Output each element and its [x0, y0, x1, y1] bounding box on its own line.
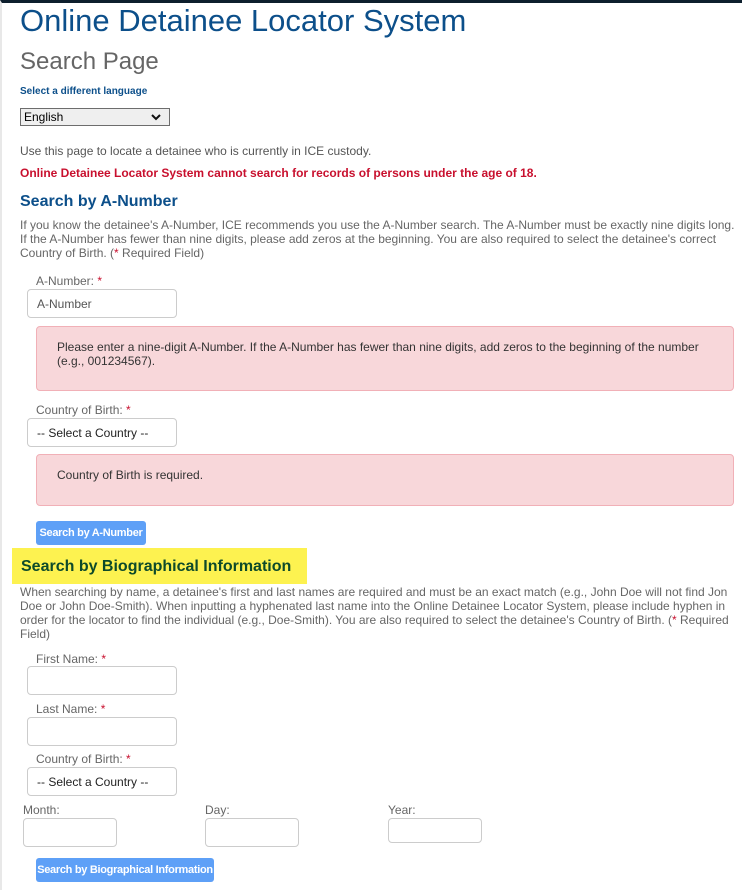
anumber-country-label: [36, 403, 131, 417]
bio-country-label: [36, 752, 131, 766]
required-star: *: [671, 613, 677, 627]
language-select[interactable]: [20, 108, 170, 126]
required-note-text: Required Field): [118, 246, 205, 260]
first-name-label: [36, 652, 106, 666]
search-by-bio-button[interactable]: Search by Biographical Information: [36, 858, 214, 882]
required-star: *: [97, 274, 103, 288]
country-error-alert: [36, 454, 734, 506]
required-star: *: [101, 652, 107, 666]
anumber-section-heading: Search by A-Number: [20, 193, 178, 210]
required-star: *: [114, 246, 119, 260]
anumber-error-alert: [36, 326, 734, 391]
country-selected-value: -- Select a Country --: [37, 774, 149, 789]
last-name-input[interactable]: [27, 717, 177, 746]
anumber-input[interactable]: [27, 289, 177, 318]
anumber-label: [36, 274, 102, 288]
last-name-label: [36, 702, 105, 716]
bio-country-select[interactable]: [27, 767, 177, 796]
first-name-label-text: First Name:: [36, 652, 99, 666]
language-selected-value: English: [24, 110, 64, 124]
bio-description-text: When searching by name, a detainee's first and last names are required and must be an exact match (e.g., John Doe will not find Jon Doe or John Doe-Smith). When inputting a hyphenated last name into the Online Detainee Locator System, please include hyphen in order for the locator to find the individual (e.g., Doe-Smith). You are also required to select the detainee's Country of Birth. (: [20, 585, 728, 627]
country-label-text: Country of Birth:: [36, 752, 123, 766]
anumber-section-description: [20, 218, 738, 260]
search-by-anumber-button[interactable]: Search by A-Number: [36, 521, 146, 545]
country-selected-value: -- Select a Country --: [37, 425, 149, 440]
day-input[interactable]: [205, 818, 299, 847]
anumber-label-text: A-Number:: [36, 274, 95, 288]
bio-section-heading: Search by Biographical Information: [21, 558, 292, 575]
language-label: Select a different language: [20, 86, 148, 97]
year-input[interactable]: [388, 818, 482, 843]
required-star: *: [100, 702, 106, 716]
page-title: Search Page: [20, 48, 159, 75]
required-note-text: Required Field): [20, 613, 729, 641]
month-input[interactable]: [23, 818, 117, 847]
first-name-input[interactable]: [27, 666, 177, 695]
country-error-text: Country of Birth is required.: [57, 468, 204, 482]
anumber-country-select[interactable]: [27, 418, 177, 447]
bio-section-description: [20, 585, 738, 641]
day-label: Day:: [205, 803, 230, 817]
required-star: *: [126, 752, 131, 766]
anumber-description-text: If you know the detainee's A-Number, ICE recommends you use the A-Number search. The A-Number must be exactly nine digits long. If the A-Number has fewer than nine digits, please add zeros at the beginning. You are also required to select the detainee's correct Country of Birth. (: [20, 218, 735, 260]
country-label-text: Country of Birth:: [36, 403, 123, 417]
age-warning: Online Detainee Locator System cannot search for records of persons under the age of 18.: [20, 166, 537, 180]
last-name-label-text: Last Name:: [36, 702, 98, 716]
intro-text: Use this page to locate a detainee who is currently in ICE custody.: [20, 144, 372, 158]
anumber-error-text: Please enter a nine-digit A-Number. If the A-Number has fewer than nine digits, add zeros to the beginning of the number (e.g., 001234567).: [57, 340, 699, 368]
year-label: Year:: [388, 803, 416, 817]
chevron-down-icon: [149, 110, 163, 124]
month-label: Month:: [23, 803, 60, 817]
required-star: *: [126, 403, 131, 417]
app-title: Online Detainee Locator System: [20, 3, 467, 38]
